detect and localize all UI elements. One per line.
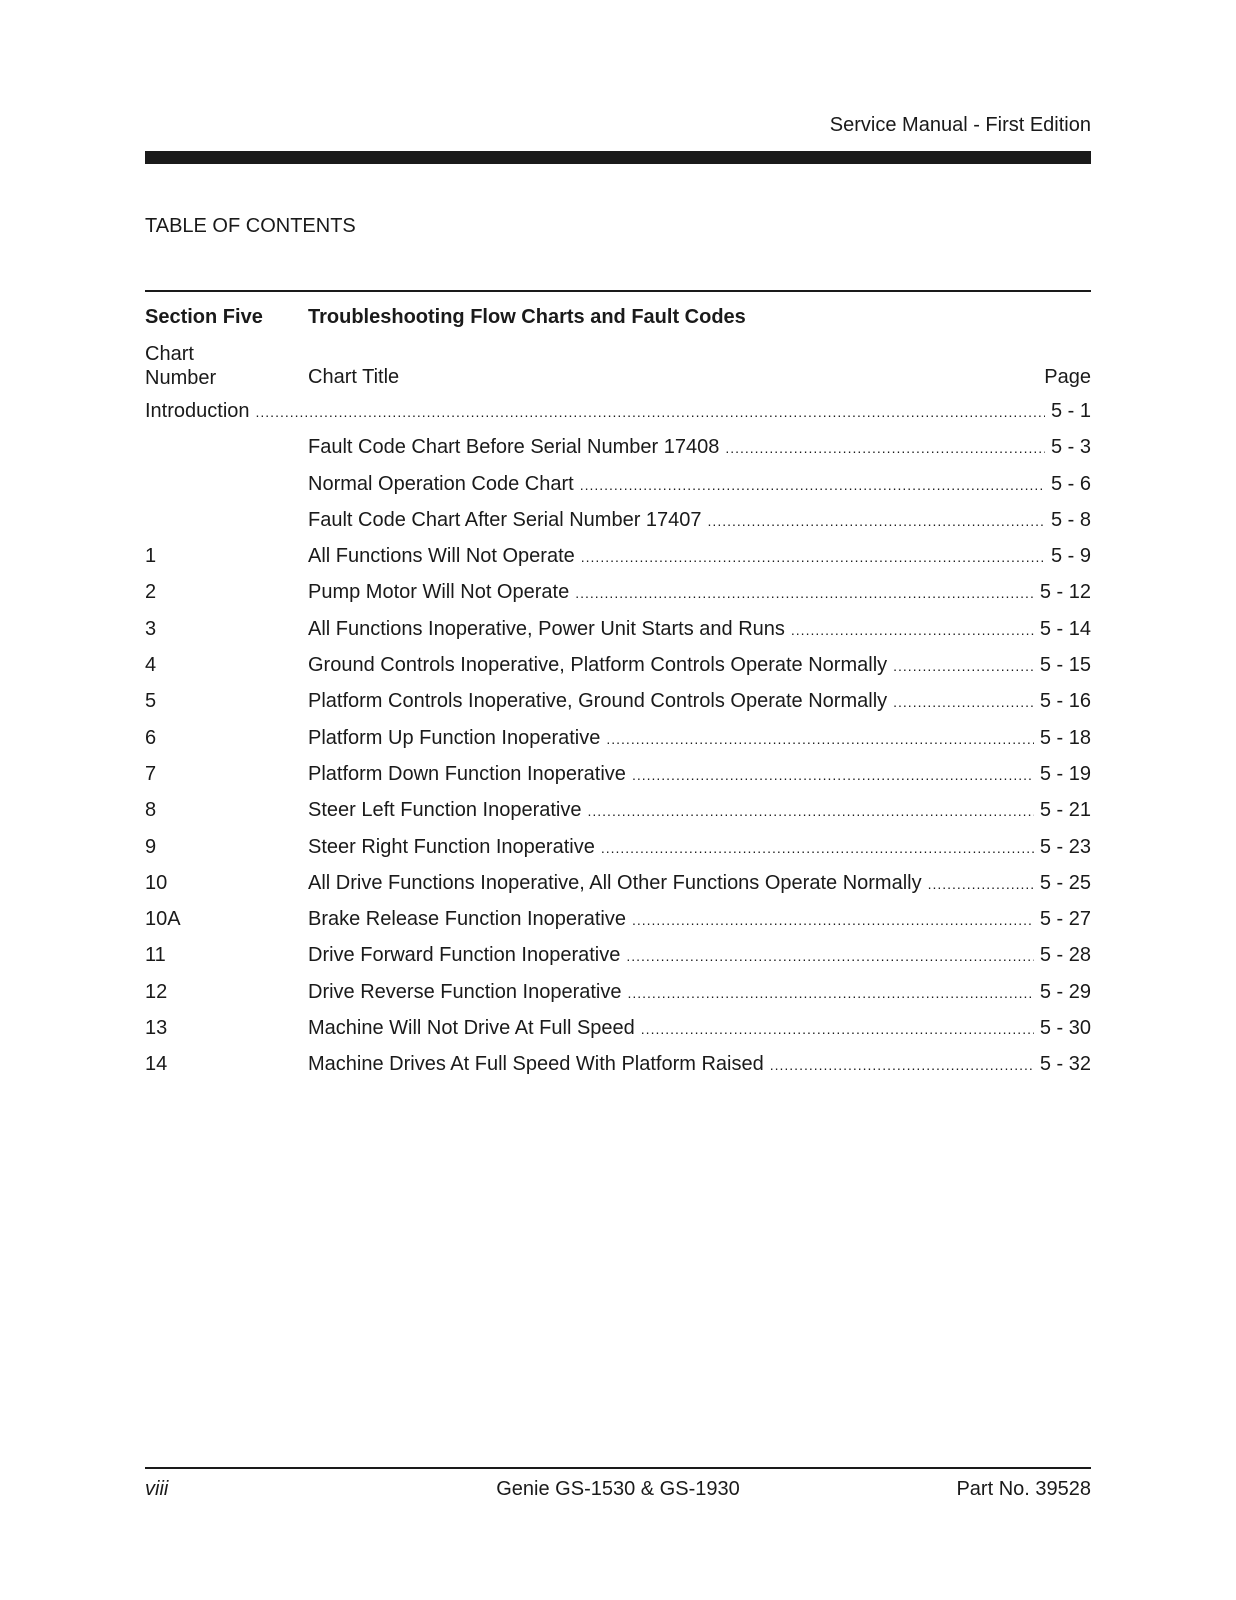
toc-entry-number: 10 [145, 871, 168, 894]
toc-entry-title: Platform Controls Inoperative, Ground Controls Operate Normally [308, 690, 888, 713]
toc-entry[interactable] [145, 944, 1091, 980]
toc-entry-page: 5 - 12 [1039, 581, 1091, 604]
toc-entry-title: All Drive Functions Inoperative, All Other Functions Operate Normally [308, 871, 922, 894]
toc-entry-page: 5 - 15 [1039, 654, 1091, 677]
footer-page-number: viii [145, 1478, 169, 1500]
column-header-chart-title: Chart Title [308, 366, 400, 388]
section-label: Section Five [145, 306, 263, 328]
toc-entry[interactable] [145, 1053, 1091, 1089]
toc-entry-title: Ground Controls Inoperative, Platform Controls Operate Normally [308, 654, 888, 677]
dot-leader [626, 948, 1033, 964]
toc-entry-number: 5 [145, 690, 157, 713]
toc-entry[interactable] [145, 436, 1091, 472]
toc-entry-title: Machine Will Not Drive At Full Speed [308, 1017, 635, 1040]
toc-entry[interactable] [145, 690, 1091, 726]
footer-model: Genie GS-1530 & GS-1930 [496, 1478, 740, 1500]
toc-entry-number: 1 [145, 545, 157, 568]
dot-leader [581, 549, 1045, 565]
toc-entry-title: Drive Forward Function Inoperative [308, 944, 621, 967]
dot-leader [893, 694, 1034, 710]
dot-leader [588, 803, 1034, 819]
dot-leader [632, 767, 1034, 783]
toc-entry-page: 5 - 23 [1039, 835, 1091, 858]
column-header-chart-line1: Chart [145, 343, 194, 365]
toc-entry-number: 3 [145, 617, 157, 640]
toc-entry-title: Fault Code Chart Before Serial Number 17408 [308, 436, 720, 459]
toc-entry[interactable] [145, 727, 1091, 763]
toc-entry-number: 11 [145, 944, 166, 967]
toc-entry-title: Drive Reverse Function Inoperative [308, 980, 622, 1003]
dot-leader [725, 440, 1045, 456]
toc-entry[interactable] [145, 400, 1091, 436]
divider-top [145, 290, 1091, 292]
toc-entry-title: All Functions Will Not Operate [308, 545, 575, 568]
toc-entry-number: 14 [145, 1053, 168, 1076]
toc-entry-number: 4 [145, 654, 157, 677]
toc-entry-page: 5 - 3 [1050, 436, 1091, 459]
toc-entry[interactable] [145, 654, 1091, 690]
toc-entry[interactable] [145, 908, 1091, 944]
toc-entry-number: 12 [145, 980, 168, 1003]
toc-entry-page: 5 - 29 [1039, 980, 1091, 1003]
toc-entry-page: 5 - 30 [1039, 1017, 1091, 1040]
header-title: Service Manual - First Edition [829, 114, 1091, 136]
toc-entry-number: 9 [145, 835, 157, 858]
dot-leader [791, 622, 1034, 638]
toc-entry-number: 10A [145, 908, 181, 931]
toc-entry-title: Fault Code Chart After Serial Number 17407 [308, 508, 702, 531]
column-header-chart-number [145, 342, 216, 390]
dot-leader [580, 477, 1045, 493]
toc-entry-page: 5 - 9 [1050, 545, 1091, 568]
section-title: Troubleshooting Flow Charts and Fault Codes [308, 306, 746, 328]
toc-entry-title: Steer Left Function Inoperative [308, 799, 582, 822]
toc-entry-page: 5 - 28 [1039, 944, 1091, 967]
toc-entry[interactable] [145, 836, 1091, 872]
toc-entry-page: 5 - 19 [1039, 762, 1091, 785]
toc-entry-page: 5 - 21 [1039, 799, 1091, 822]
toc-entry-page: 5 - 16 [1039, 690, 1091, 713]
toc-entry[interactable] [145, 581, 1091, 617]
dot-leader [708, 513, 1045, 529]
toc-entry[interactable] [145, 799, 1091, 835]
dot-leader [893, 658, 1034, 674]
dot-leader [606, 731, 1033, 747]
toc-entry[interactable] [145, 1017, 1091, 1053]
dot-leader [601, 840, 1034, 856]
dot-leader [770, 1057, 1034, 1073]
toc-entry[interactable] [145, 545, 1091, 581]
toc-entry-page: 5 - 14 [1039, 617, 1091, 640]
header-bar [145, 151, 1091, 164]
toc-entry-number: 2 [145, 581, 157, 604]
toc-entry-page: 5 - 18 [1039, 726, 1091, 749]
toc-entries [145, 400, 1091, 1090]
toc-entry-title: All Functions Inoperative, Power Unit Starts and Runs [308, 617, 785, 640]
toc-entry-page: 5 - 1 [1050, 400, 1091, 422]
toc-entry-number: 8 [145, 799, 157, 822]
toc-title: TABLE OF CONTENTS [145, 215, 356, 237]
toc-entry-page: 5 - 8 [1050, 508, 1091, 531]
toc-entry-title: Brake Release Function Inoperative [308, 908, 626, 931]
toc-entry-title: Platform Down Function Inoperative [308, 762, 626, 785]
dot-leader [928, 876, 1034, 892]
dot-leader [256, 404, 1045, 420]
toc-entry-title: Introduction [145, 400, 250, 422]
toc-entry-title: Pump Motor Will Not Operate [308, 581, 570, 604]
toc-entry-number: 13 [145, 1017, 168, 1040]
toc-entry-page: 5 - 6 [1050, 472, 1091, 495]
toc-entry-title: Normal Operation Code Chart [308, 472, 574, 495]
toc-entry[interactable] [145, 981, 1091, 1017]
toc-entry-page: 5 - 27 [1039, 908, 1091, 931]
toc-entry[interactable] [145, 473, 1091, 509]
toc-entry-title: Platform Up Function Inoperative [308, 726, 601, 749]
toc-entry[interactable] [145, 509, 1091, 545]
toc-entry-number: 7 [145, 762, 157, 785]
dot-leader [575, 585, 1034, 601]
toc-entry-page: 5 - 32 [1039, 1053, 1091, 1076]
toc-entry[interactable] [145, 763, 1091, 799]
dot-leader [627, 985, 1033, 1001]
toc-entry[interactable] [145, 872, 1091, 908]
toc-entry-title: Machine Drives At Full Speed With Platform Raised [308, 1053, 764, 1076]
footer-part-number: Part No. 39528 [956, 1478, 1091, 1500]
toc-entry-title: Steer Right Function Inoperative [308, 835, 595, 858]
column-header-chart-line2: Number [145, 367, 217, 389]
toc-entry-page: 5 - 25 [1039, 871, 1091, 894]
dot-leader [641, 1021, 1034, 1037]
column-header-page: Page [1044, 366, 1091, 388]
toc-entry[interactable] [145, 618, 1091, 654]
toc-entry-number: 6 [145, 726, 157, 749]
dot-leader [632, 912, 1034, 928]
divider-bottom [145, 1467, 1091, 1469]
